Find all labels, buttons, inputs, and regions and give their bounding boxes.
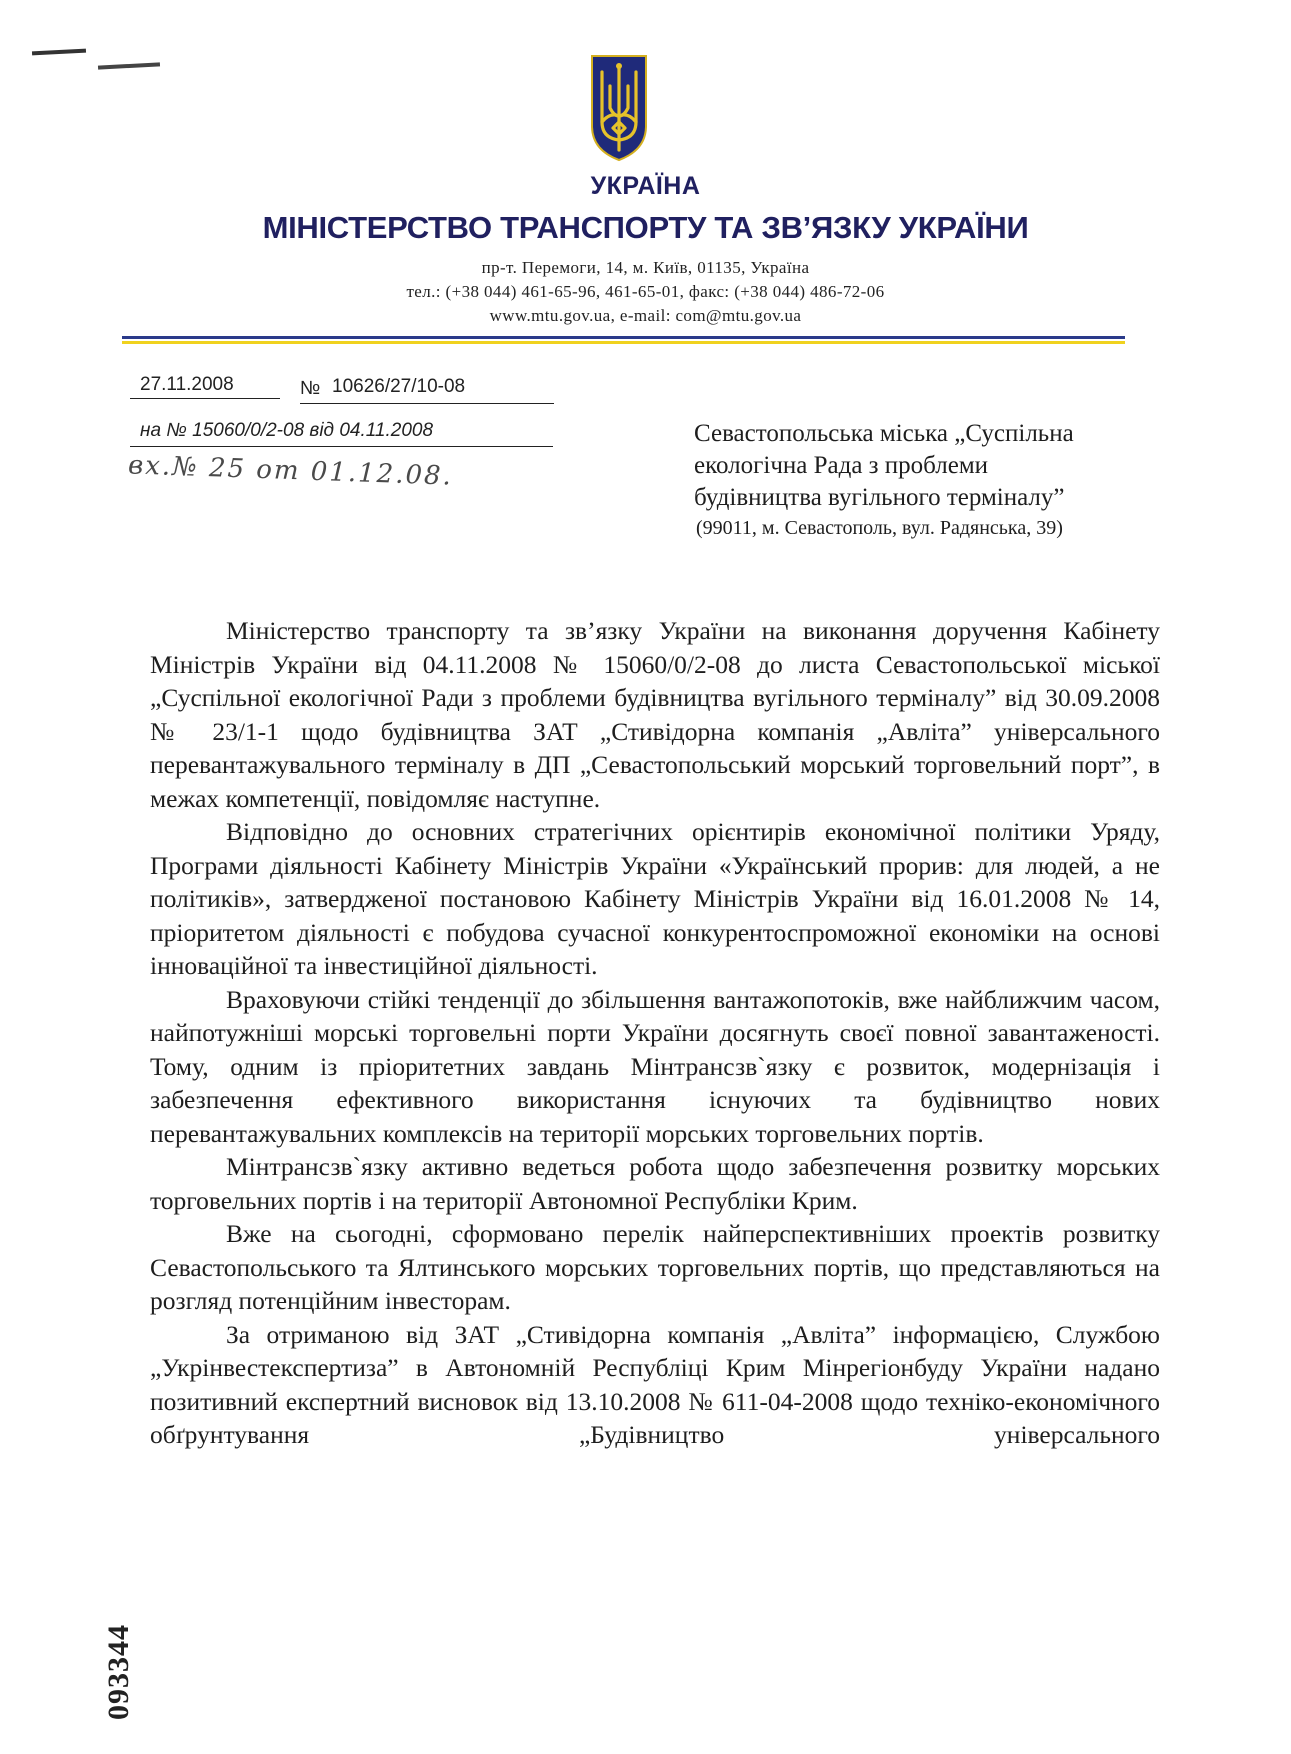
coat-of-arms-emblem: [588, 52, 650, 164]
addressee-address: (99011, м. Севастополь, вул. Радянська, 39): [696, 517, 1063, 539]
reference-underline: [130, 446, 553, 447]
date-underline: [130, 398, 280, 399]
outgoing-date: 27.11.2008: [140, 374, 234, 395]
addressee-block: [694, 418, 1214, 542]
body-paragraph: Вже на сьогодні, сформовано перелік найперспективніших проектів розвитку Севастопольського та Ялтинського морських торговельних портів, що представляються на розгляд потенційним інвесторам.: [150, 1219, 1160, 1315]
letter-body: [150, 614, 1160, 1452]
pen-marks: [28, 40, 168, 90]
body-paragraph: Міністерство транспорту та зв’язку України на виконання доручення Кабінету Міністрів України від 04.11.2008 № 15060/0/2-08 до листа Севастопольської міської „Суспільної екологічної Ради з проблеми будівництва вугільного терміналу” від 30.09.2008 № 23/1-1 щодо будівництва ЗАТ „Стивідорна компанія „Авліта” універсального перевантажувального терміналу в ДП „Севастопольський морський торговельний порт”, в межах компетенції, повідомляє наступне.: [150, 616, 1160, 813]
header-stripe-yellow: [122, 341, 1125, 344]
addressee-line: будівництва вугільного терміналу”: [694, 484, 1065, 511]
country-heading: УКРАЇНА: [590, 172, 701, 200]
ministry-address: пр-т. Перемоги, 14, м. Київ, 01135, Україна: [481, 258, 810, 277]
ministry-phones: тел.: (+38 044) 461-65-96, 461-65-01, факс: (+38 044) 486-72-06: [406, 282, 885, 301]
outgoing-number: 10626/27/10-08: [332, 376, 466, 397]
number-sign: №: [300, 378, 321, 399]
body-paragraph: Мінтрансзв`язку активно ведеться робота щодо забезпечення розвитку морських торговельних портів і на території Автономної Республіки Крим.: [150, 1152, 1160, 1215]
request-reference: на № 15060/0/2-08 від 04.11.2008: [140, 420, 434, 441]
handwritten-incoming-note: вх.№ 25 от 01.12.08.: [127, 450, 454, 492]
body-paragraph: За отриманою від ЗАТ „Стивідорна компанія „Авліта” інформацією, Службою „Укрінвестекспертиза” в Автономній Республіці Крим Мінрегіонбуду України надано позитивний експертний висновок від 13.10.2008 № 611-04-2008 щодо техніко-економічного обґрунтування „Будівництво універсального: [150, 1319, 1160, 1449]
side-stamp-number: 093344: [102, 1624, 135, 1720]
number-underline: [300, 403, 554, 404]
body-paragraph: Відповідно до основних стратегічних орієнтирів економічної політики Уряду, Програми діяльності Кабінету Міністрів України «Український прорив: для людей, а не політиків», затвердженої постановою Кабінету Міністрів України від 16.01.2008 № 14, пріоритетом діяльності є побудова сучасної конкурентоспроможної економіки на основі інноваційної та інвестиційної діяльності.: [150, 817, 1160, 980]
ministry-web-email: www.mtu.gov.ua, e-mail: com@mtu.gov.ua: [489, 306, 802, 325]
addressee-line: екологічна Рада з проблеми: [694, 452, 989, 479]
header-stripe-blue: [122, 336, 1125, 339]
body-paragraph: Враховуючи стійкі тенденції до збільшення вантажопотоків, вже найближчим часом, найпотужніші морські торговельні порти України досягнуть своєї повної завантаженості. Тому, одним із пріоритетних завдань Мінтрансзв`язку є розвиток, модернізація і забезпечення ефективного використання існуючих та будівництво нових перевантажувальних комплексів на території морських торговельних портів.: [150, 984, 1160, 1148]
addressee-line: Севастопольська міська „Суспільна: [694, 420, 1074, 447]
ministry-heading: МІНІСТЕРСТВО ТРАНСПОРТУ ТА ЗВ’ЯЗКУ УКРАЇНИ: [262, 210, 1029, 245]
